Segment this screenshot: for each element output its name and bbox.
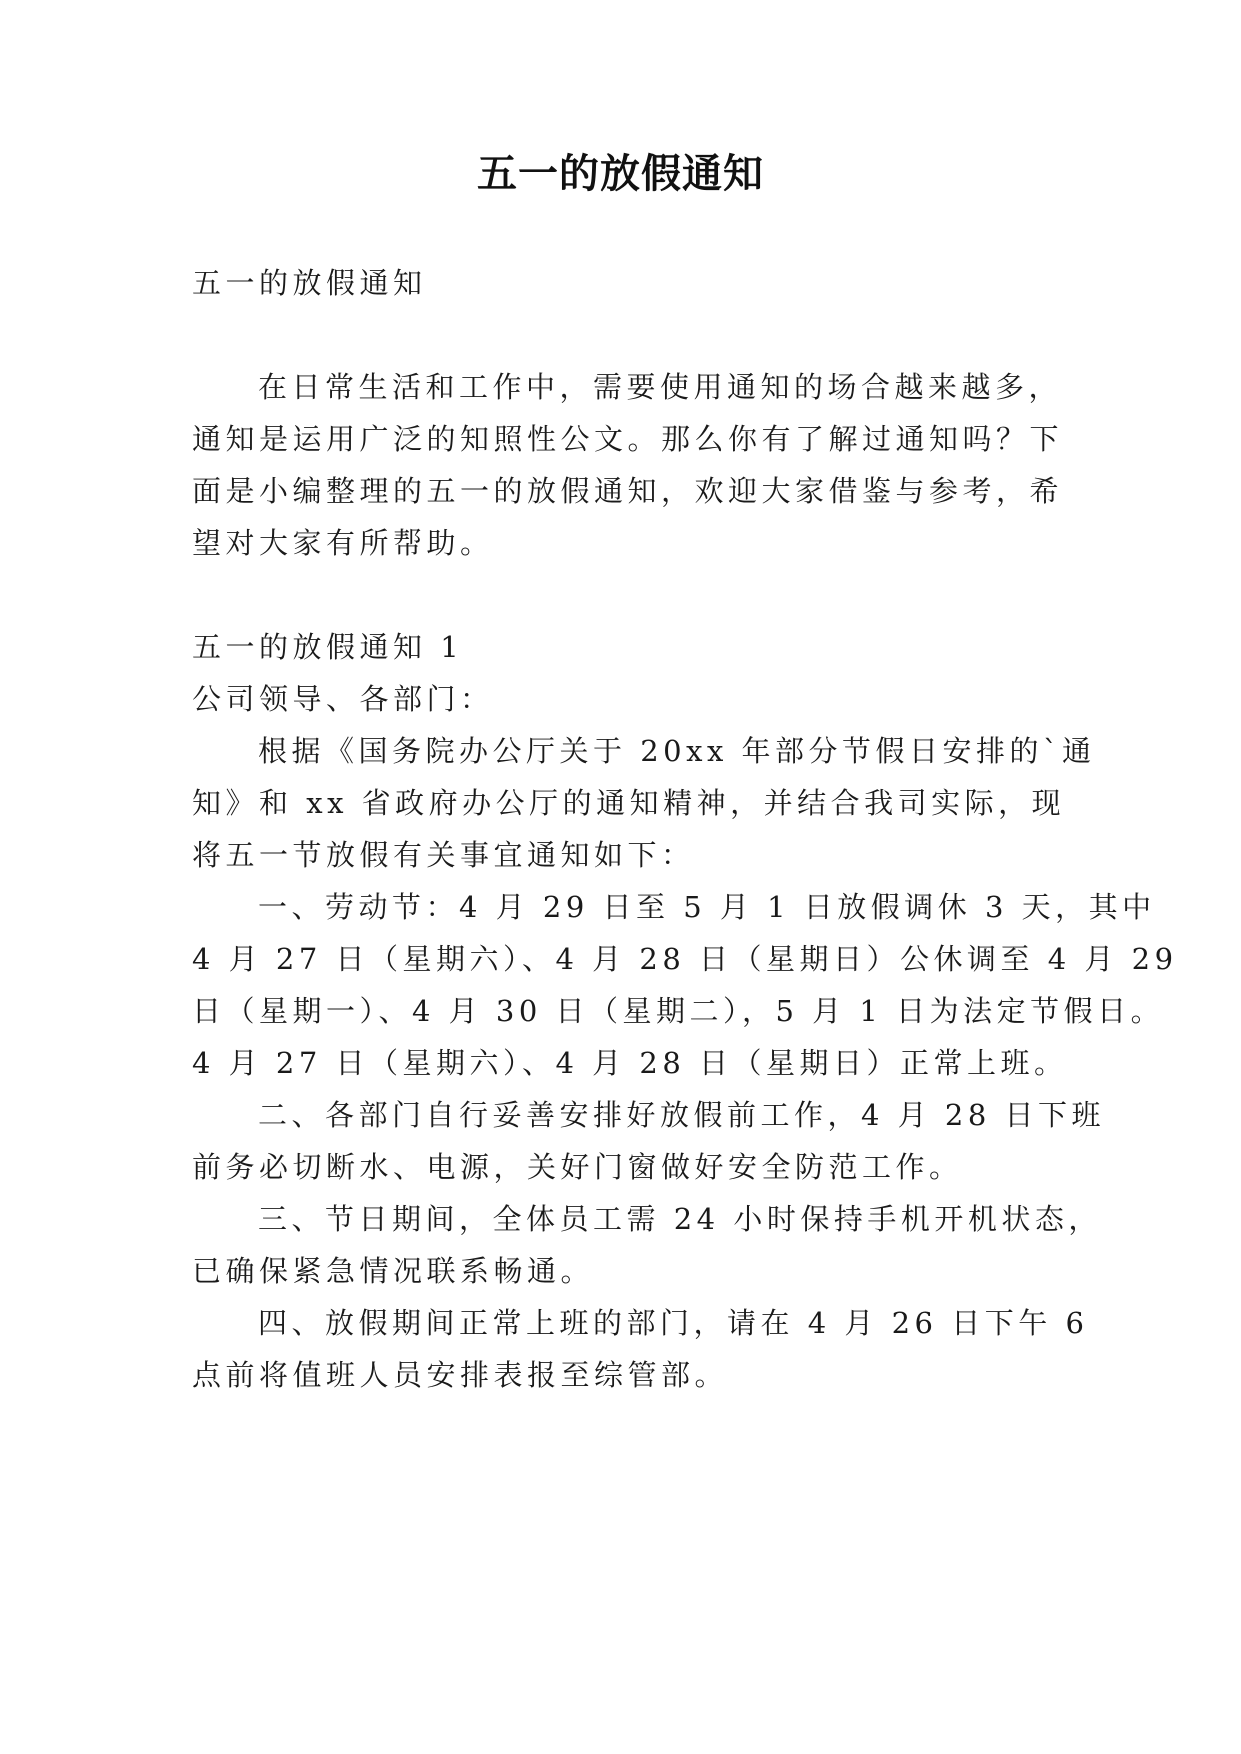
intro-line-1: 在日常生活和工作中，需要使用通知的场合越来越多， [258,370,1063,404]
item1-line-1: 一、劳动节：4 月 29 日至 5 月 1 日放假调休 3 天，其中 [258,890,1156,924]
intro-line-4: 望对大家有所帮助。 [192,526,494,560]
paragraph1-line-3: 将五一节放假有关事宜通知如下： [192,838,695,872]
item2-line-2: 前务必切断水、电源，关好门窗做好安全防范工作。 [192,1150,963,1184]
document-subtitle: 五一的放假通知 [192,266,427,300]
item1-line-2: 4 月 27 日（星期六）、4 月 28 日（星期日）公休调至 4 月 29 [192,942,1178,976]
section-title: 五一的放假通知 1 [192,630,464,664]
salutation: 公司领导、各部门： [192,682,494,716]
item1-line-4: 4 月 27 日（星期六）、4 月 28 日（星期日）正常上班。 [192,1046,1068,1080]
paragraph1-line-1: 根据《国务院办公厅关于 20xx 年部分节假日安排的`通 [258,734,1096,768]
paragraph1-line-2: 知》和 xx 省政府办公厅的通知精神，并结合我司实际，现 [192,786,1066,820]
item1-line-3: 日（星期一）、4 月 30 日（星期二），5 月 1 日为法定节假日。 [192,994,1165,1028]
item4-line-1: 四、放假期间正常上班的部门，请在 4 月 26 日下午 6 [258,1306,1089,1340]
item3-line-1: 三、节日期间，全体员工需 24 小时保持手机开机状态， [258,1202,1102,1236]
intro-line-3: 面是小编整理的五一的放假通知，欢迎大家借鉴与参考，希 [192,474,1064,508]
item4-line-2: 点前将值班人员安排表报至综管部。 [192,1358,729,1392]
item3-line-2: 已确保紧急情况联系畅通。 [192,1254,595,1288]
intro-line-2: 通知是运用广泛的知照性公文。那么你有了解过通知吗？下 [192,422,1064,456]
item2-line-1: 二、各部门自行妥善安排好放假前工作，4 月 28 日下班 [258,1098,1106,1132]
document-title: 五一的放假通知 [477,151,764,197]
